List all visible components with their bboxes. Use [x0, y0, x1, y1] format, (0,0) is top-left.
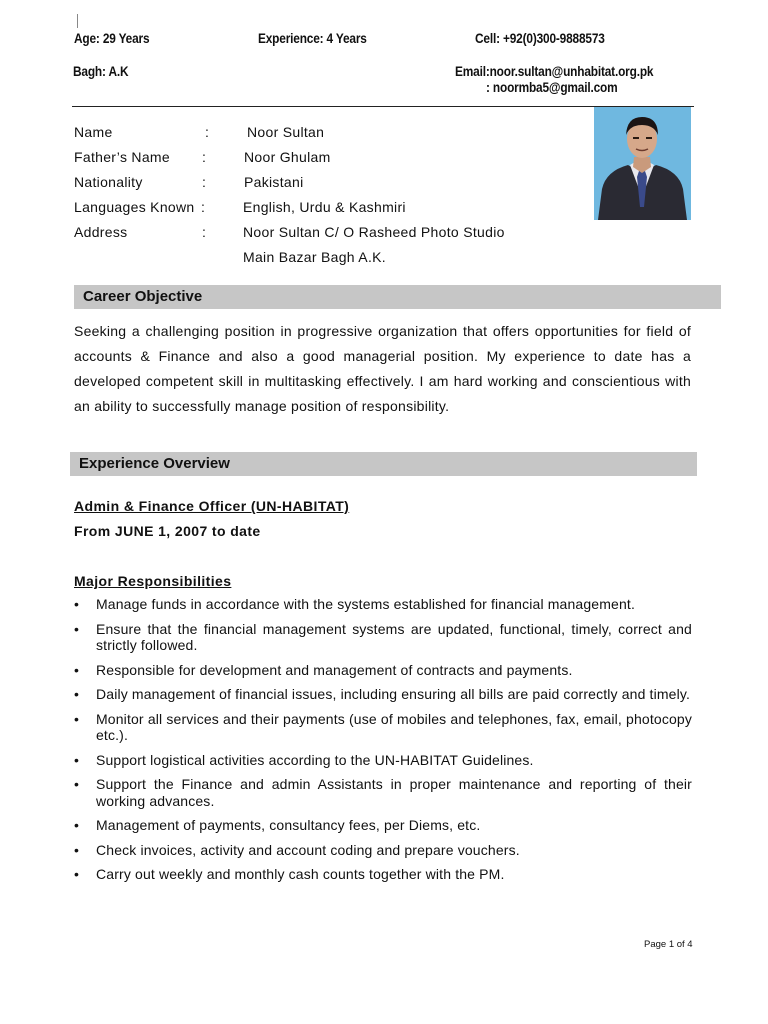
list-item-text: Monitor all services and their payments (use of mobiles and telephones, fax, email, photocopy etc.).: [96, 710, 692, 743]
email-secondary-text: : noormba5@gmail.com: [486, 80, 618, 95]
value-nationality: Pakistani: [244, 174, 304, 190]
value-name: Noor Sultan: [247, 124, 325, 140]
bullet-icon: •: [74, 710, 80, 727]
list-item: [74, 866, 692, 883]
label-languages: Languages Known: [74, 199, 195, 215]
value-father-name: Noor Ghulam: [244, 149, 331, 165]
value-address: Noor Sultan C/ O Rasheed Photo Studio: [243, 224, 505, 240]
job-dates: From JUNE 1, 2007 to date: [74, 523, 261, 539]
page-number: Page 1 of 4: [644, 939, 693, 950]
list-item: [74, 596, 692, 613]
list-item-text: Ensure that the financial management systems are updated, functional, timely, correct and strictly followed.: [96, 620, 692, 653]
profile-photo: [594, 107, 691, 220]
career-objective-bar: [74, 285, 721, 309]
list-item-text: Carry out weekly and monthly cash counts together with the PM.: [96, 866, 505, 882]
label-nationality: Nationality: [74, 174, 143, 190]
list-item-text: Support the Finance and admin Assistants in proper maintenance and reporting of their working advances.: [96, 776, 692, 809]
list-item-text: Support logistical activities according to the UN-HABITAT Guidelines.: [96, 751, 534, 768]
list-item: [74, 817, 692, 834]
bullet-icon: •: [74, 751, 80, 768]
separator-father-name: :: [202, 149, 207, 165]
location-text: Bagh: A.K: [73, 64, 129, 79]
career-objective-heading: Career Objective: [83, 288, 203, 305]
separator-name: :: [205, 124, 210, 140]
bullet-icon: •: [74, 661, 80, 678]
list-item-text: Daily management of financial issues, including ensuring all bills are paid correctly and timely.: [96, 686, 691, 702]
list-item: [74, 842, 692, 859]
label-name: Name: [74, 124, 113, 140]
list-item: [74, 621, 692, 654]
bullet-icon: •: [74, 596, 80, 612]
list-item-text: Management of payments, consultancy fees, per Diems, etc.: [96, 817, 481, 833]
bullet-icon: •: [74, 866, 80, 882]
email-primary-text: Email:noor.sultan@unhabitat.org.pk: [455, 64, 654, 79]
bullet-icon: •: [74, 686, 80, 702]
experience-years-text: Experience: 4 Years: [258, 31, 367, 46]
responsibilities-heading: Major Responsibilities: [74, 573, 232, 589]
cell-number-text: Cell: +92(0)300-9888573: [475, 31, 605, 46]
portrait-illustration: [594, 107, 691, 220]
responsibilities-list: [74, 596, 692, 891]
job-title: Admin & Finance Officer (UN-HABITAT): [74, 498, 350, 514]
text-cursor-mark: [77, 14, 78, 28]
value-languages: English, Urdu & Kashmiri: [243, 199, 406, 215]
list-item-text: Manage funds in accordance with the systems established for financial management.: [96, 596, 635, 612]
bullet-icon: •: [74, 817, 80, 833]
list-item: [74, 711, 692, 744]
list-item: [74, 776, 692, 809]
bullet-icon: •: [74, 620, 80, 637]
list-item-text: Check invoices, activity and account coding and prepare vouchers.: [96, 841, 520, 858]
separator-nationality: :: [202, 174, 207, 190]
value-address-line2: Main Bazar Bagh A.K.: [243, 249, 386, 265]
label-father-name: Father’s Name: [74, 149, 170, 165]
bullet-icon: •: [74, 776, 80, 792]
career-objective-text: Seeking a challenging position in progressive organization that offers opportunities for field of accounts & Finance and also a good managerial position. My experience to date has a developed competent skill in multitasking effectively. I am hard working and conscientious with an ability to successfully manage position of responsibility.: [74, 323, 691, 414]
separator-address: :: [202, 224, 207, 240]
list-item: [74, 686, 692, 703]
experience-overview-heading: Experience Overview: [79, 455, 230, 472]
label-address: Address: [74, 224, 128, 240]
age-text: Age: 29 Years: [74, 31, 150, 46]
list-item-text: Responsible for development and management of contracts and payments.: [96, 661, 573, 678]
list-item: [74, 752, 692, 769]
experience-overview-bar: [70, 452, 697, 476]
separator-languages: :: [201, 199, 206, 215]
list-item: [74, 662, 692, 679]
bullet-icon: •: [74, 841, 80, 858]
